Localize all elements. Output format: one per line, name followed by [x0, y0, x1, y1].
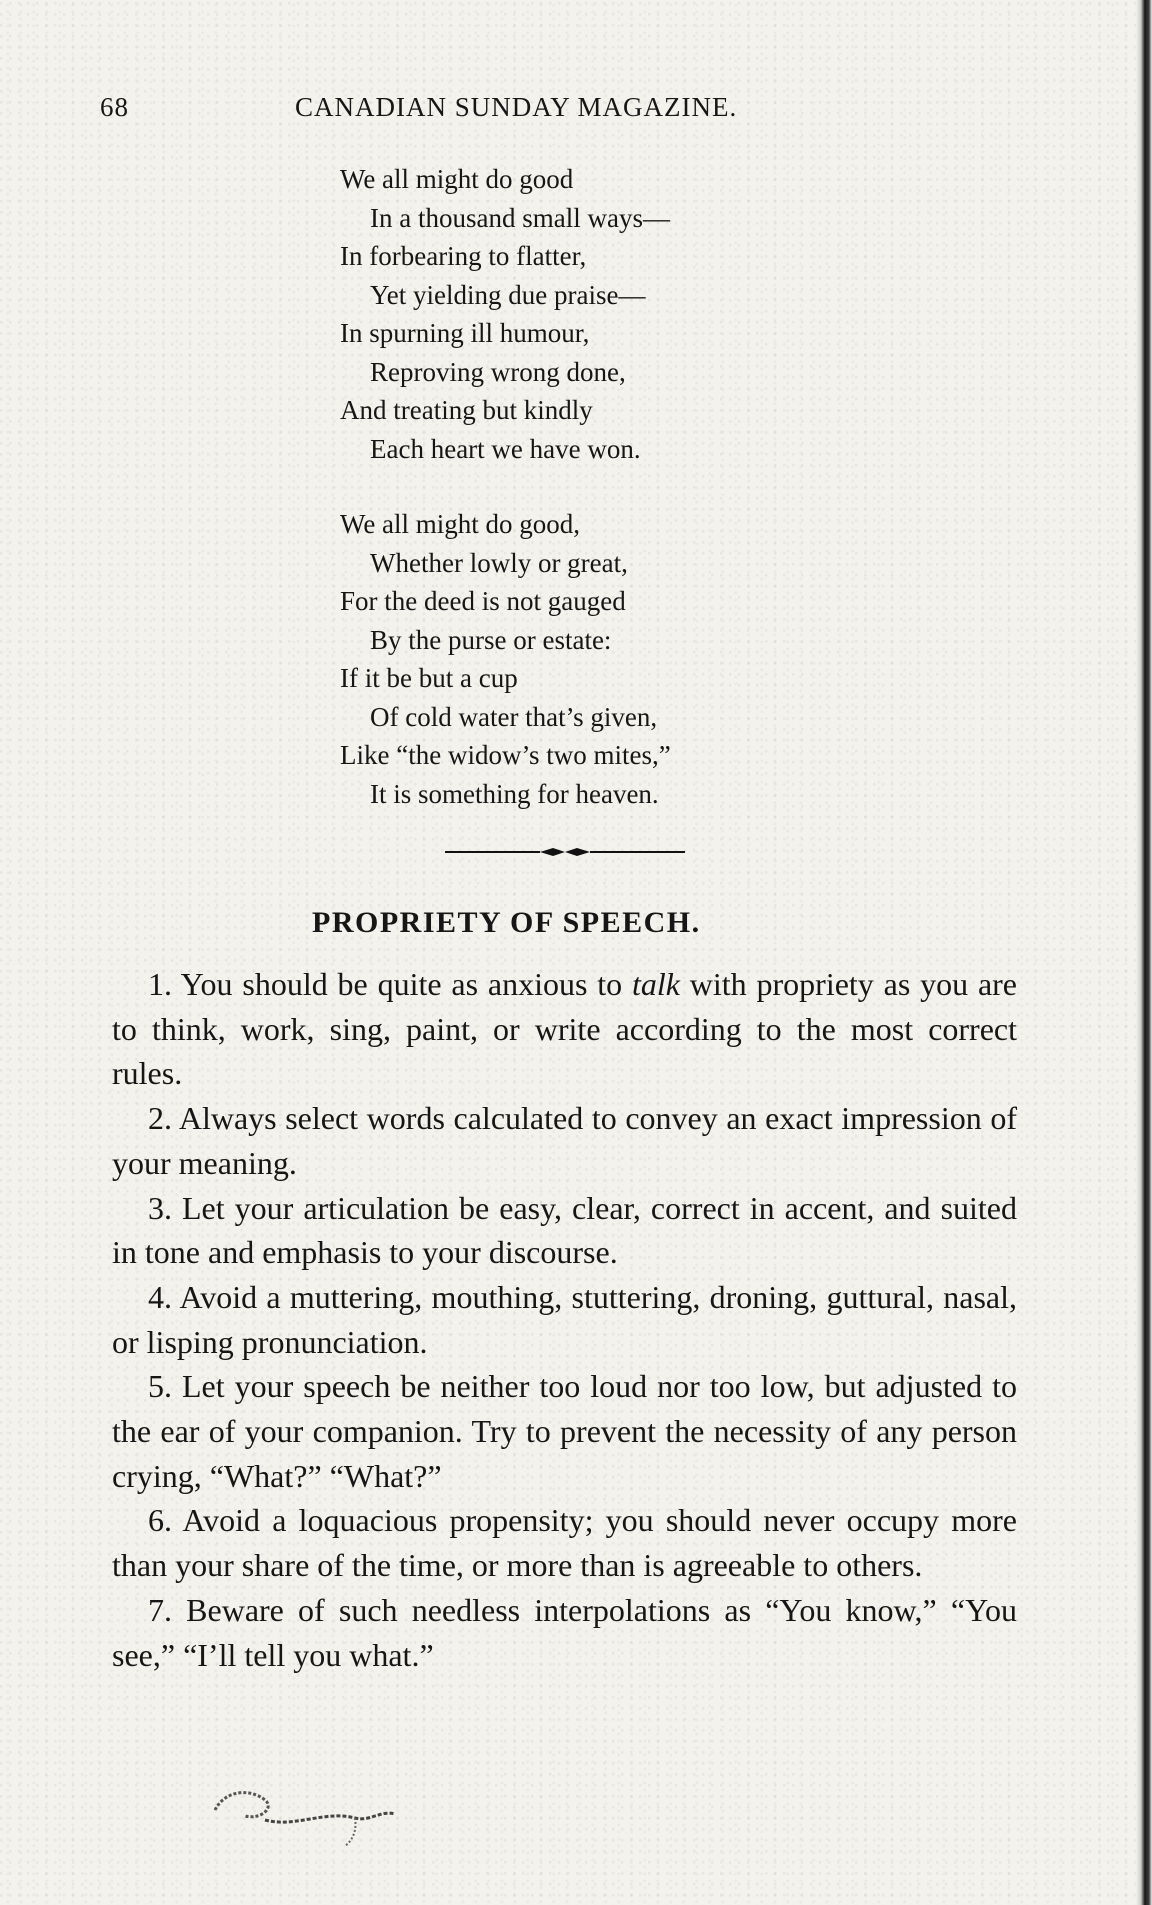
- paragraph-4: 4. Avoid a muttering, mouthing, stuttering, droning, guttural, nasal, or lisping pronunciation.: [112, 1278, 1017, 1360]
- poem-line: In spurning ill humour,: [340, 318, 590, 348]
- article-body: [112, 962, 1017, 1677]
- poem-stanza-2: [340, 505, 671, 813]
- poem-line: Of cold water that’s given,: [370, 701, 658, 732]
- poem-line: If it be but a cup: [340, 663, 518, 693]
- poem-line: In forbearing to flatter,: [340, 241, 587, 271]
- paragraph-5: 5. Let your speech be neither too loud nor too low, but adjusted to the ear of your companion. Try to prevent the necessity of any person crying, “What?” “What?”: [112, 1368, 1017, 1494]
- emphasized-word: talk: [631, 966, 680, 1002]
- paragraph-2: 2. Always select words calculated to convey an exact impression of your meaning.: [112, 1100, 1017, 1181]
- page-number: 68: [100, 92, 129, 122]
- paragraph-1-text-b: with propriety as you are to think, work, sing, paint, or write according to the most correct rules.: [112, 966, 1017, 1092]
- paragraph-1-text-a: 1. You should be quite as anxious to: [148, 966, 632, 1002]
- poem-line: In a thousand small ways—: [370, 202, 670, 233]
- poem-line: Each heart we have won.: [370, 433, 641, 464]
- paragraph-3: 3. Let your articulation be easy, clear, correct in accent, and suited in tone and emphasis to your discourse.: [112, 1189, 1017, 1271]
- binding-edge: [1136, 0, 1152, 1905]
- poem-stanza-1: [340, 160, 671, 468]
- paragraph-7: 7. Beware of such needless interpolations as “You know,” “You see,” “I’ll tell you what.”: [112, 1591, 1017, 1673]
- ink-smudge-ornament: [205, 1780, 405, 1850]
- poem-line: And treating but kindly: [340, 395, 593, 425]
- poem-line: Like “the widow’s two mites,”: [340, 740, 671, 770]
- paragraph-1: [112, 962, 1017, 1096]
- poem-line: Whether lowly or great,: [370, 547, 628, 578]
- poem: [340, 160, 671, 850]
- paragraph-6: 6. Avoid a loquacious propensity; you should never occupy more than your share of the time, or more than is agreeable to others.: [112, 1502, 1017, 1584]
- section-divider-ornament: [445, 845, 685, 859]
- poem-line: Yet yielding due praise—: [370, 279, 646, 310]
- poem-line: We all might do good: [340, 164, 574, 194]
- poem-line: For the deed is not gauged: [340, 586, 626, 616]
- poem-line: Reproving wrong done,: [370, 356, 626, 387]
- poem-line: We all might do good,: [340, 509, 581, 539]
- poem-line: It is something for heaven.: [370, 778, 659, 809]
- running-title: CANADIAN SUNDAY MAGAZINE.: [295, 92, 738, 122]
- poem-line: By the purse or estate:: [370, 624, 612, 655]
- article-title: PROPRIETY OF SPEECH.: [312, 906, 701, 939]
